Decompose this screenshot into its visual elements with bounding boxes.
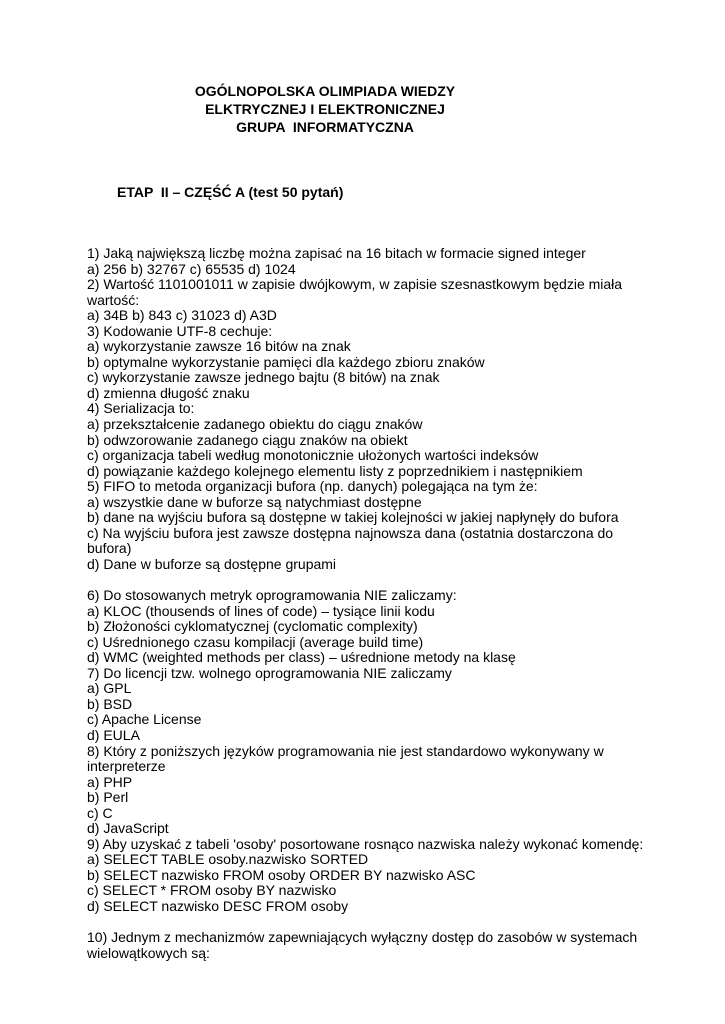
- answer-text: d) JavaScript: [87, 820, 169, 837]
- answer-text: a) 34B b) 843 c) 31023 d) A3D: [87, 307, 277, 324]
- answer-text: c) C: [87, 804, 113, 821]
- answer-text: b) BSD: [87, 695, 133, 712]
- question-text: 6) Do stosowanych metryk oprogramowania NIE zaliczamy:: [87, 587, 457, 604]
- question-text: 8) Który z poniższych języków programowania nie jest standardowo wykonywany w: [87, 742, 604, 759]
- answer-text: b) SELECT nazwisko FROM osoby ORDER BY nazwisko ASC: [87, 866, 476, 883]
- answer-text: a) wykorzystanie zawsze 16 bitów na znak: [87, 338, 351, 355]
- answer-text: c) Apache License: [87, 711, 202, 728]
- answer-text: a) wszystkie dane w buforze są natychmiast dostępne: [87, 493, 422, 510]
- answer-text: c) wykorzystanie zawsze jednego bajtu (8 bitów) na znak: [87, 369, 440, 386]
- answer-text: d) zmienna długość znaku: [87, 384, 250, 401]
- answer-text: c) Uśrednionego czasu kompilacji (average build time): [87, 633, 424, 650]
- question-text: 2) Wartość 1101001011 w zapisie dwójkowym, w zapisie szesnastkowym będzie miała: [87, 276, 623, 293]
- question-text: 7) Do licencji tzw. wolnego oprogramowania NIE zaliczamy: [87, 664, 452, 681]
- answer-text: wartość:: [87, 291, 140, 308]
- document-subtitle: ETAP II – CZĘŚĆ A (test 50 pytań): [117, 184, 344, 200]
- answer-text: d) powiązanie każdego kolejnego elementu listy z poprzednikiem i następnikiem: [87, 462, 583, 479]
- answer-text: wielowątkowych są:: [87, 944, 210, 961]
- answer-text: c) SELECT * FROM osoby BY nazwisko: [87, 882, 337, 899]
- answer-text: c) organizacja tabeli według monotonicznie ułożonych wartości indeksów: [87, 447, 539, 464]
- answer-text: b) odwzorowanie zadanego ciągu znaków na obiekt: [87, 431, 408, 448]
- question-text: 5) FIFO to metoda organizacji bufora (np. danych) polegająca na tym że:: [87, 478, 538, 495]
- question-text: 3) Kodowanie UTF-8 cechuje:: [87, 322, 273, 339]
- title-line: ELKTRYCZNEJ I ELEKTRONICZNEJ: [205, 101, 445, 117]
- answer-text: a) SELECT TABLE osoby.nazwisko SORTED: [87, 851, 369, 868]
- question-text: 9) Aby uzyskać z tabeli 'osoby' posortowane rosnąco nazwiska należy wykonać komendę:: [87, 835, 644, 852]
- title-line: OGÓLNOPOLSKA OLIMPIADA WIEDZY: [194, 83, 456, 99]
- question-list: [87, 246, 657, 961]
- title-line: GRUPA INFORMATYCZNA: [236, 119, 414, 135]
- blank-line: [87, 915, 657, 931]
- question-text: 1) Jaką największą liczbę można zapisać na 16 bitach w formacie signed integer: [87, 245, 586, 261]
- answer-text: a) GPL: [87, 680, 132, 697]
- answer-text: a) KLOC (thousends of lines of code) – tysiące linii kodu: [87, 602, 435, 619]
- answer-text: d) SELECT nazwisko DESC FROM osoby: [87, 897, 349, 914]
- answer-text: d) Dane w buforze są dostępne grupami: [87, 555, 337, 572]
- answer-text: a) przekształcenie zadanego obiektu do ciągu znaków: [87, 416, 423, 433]
- blank-line: [87, 572, 657, 588]
- answer-text: d) EULA: [87, 726, 140, 743]
- answer-text: b) optymalne wykorzystanie pamięci dla każdego zbioru znaków: [87, 353, 485, 370]
- answer-text: b) Złożoności cyklomatycznej (cyclomatic complexity): [87, 618, 418, 635]
- answer-text: b) dane na wyjściu bufora są dostępne w takiej kolejności w jakiej napłynęły do bufora: [87, 509, 619, 526]
- question-text: 4) Serializacja to:: [87, 400, 195, 417]
- answer-text: a) PHP: [87, 773, 133, 790]
- answer-text: a) 256 b) 32767 c) 65535 d) 1024: [87, 260, 296, 277]
- document-title: [0, 82, 650, 136]
- question-text: 10) Jednym z mechanizmów zapewniających wyłączny dostęp do zasobów w systemach: [87, 929, 638, 946]
- answer-text: b) Perl: [87, 789, 129, 806]
- answer-text: interpreterze: [87, 758, 166, 775]
- answer-text: d) WMC (weighted methods per class) – uśrednione metody na klasę: [87, 649, 516, 666]
- answer-text: c) Na wyjściu bufora jest zawsze dostępna najnowsza dana (ostatnia dostarczona do bufora): [87, 524, 617, 557]
